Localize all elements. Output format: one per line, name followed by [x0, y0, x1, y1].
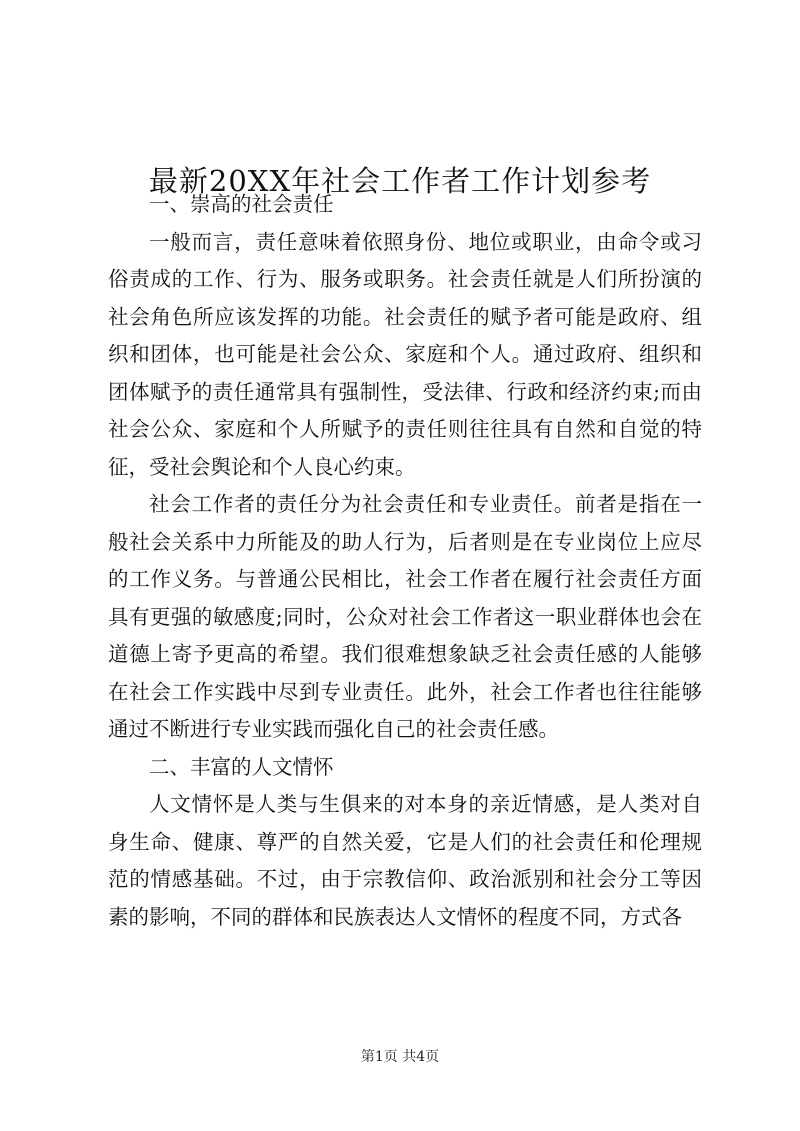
paragraph-2-1: 人文情怀是人类与生俱来的对本身的亲近情感，是人类对自身生命、健康、尊严的自然关爱，它是人们的社会责任和伦理规范的情感基础。不过，由于宗教信仰、政治派别和社会分工等因素的影响，不同的群体和民族表达人文情怀的程度不同，方式各 [108, 792, 702, 929]
section-heading-2: 二、丰富的人文情怀 [149, 754, 334, 779]
page-title: 最新20XX年社会工作者工作计划参考 [148, 164, 652, 199]
paragraph-1-1: 一般而言，责任意味着依照身份、地位或职业，由命令或习俗责成的工作、行为、服务或职务。社会责任就是人们所扮演的社会角色所应该发挥的功能。社会责任的赋予者可能是政府、组织和团体，也可能是社会公众、家庭和个人。通过政府、组织和团体赋予的责任通常具有强制性，受法律、行政和经济约束;而由社会公众、家庭和个人所赋予的责任则往往具有自然和自觉的特征，受社会舆论和个人良心约束。 [108, 229, 702, 479]
section-heading-1: 一、崇高的社会责任 [149, 192, 334, 216]
paragraph-1-2: 社会工作者的责任分为社会责任和专业责任。前者是指在一般社会关系中力所能及的助人行为，后者则是在专业岗位上应尽的工作义务。与普通公民相比，社会工作者在履行社会责任方面具有更强的敏感度;同时，公众对社会工作者这一职业群体也会在道德上寄予更高的希望。我们很难想象缺乏社会责任感的人能够在社会工作实践中尽到专业责任。此外，社会工作者也往往能够通过不断进行专业实践而强化自己的社会责任感。 [108, 492, 702, 741]
document-body [108, 186, 702, 936]
page-footer: 第1页 共4页 [360, 1049, 440, 1065]
